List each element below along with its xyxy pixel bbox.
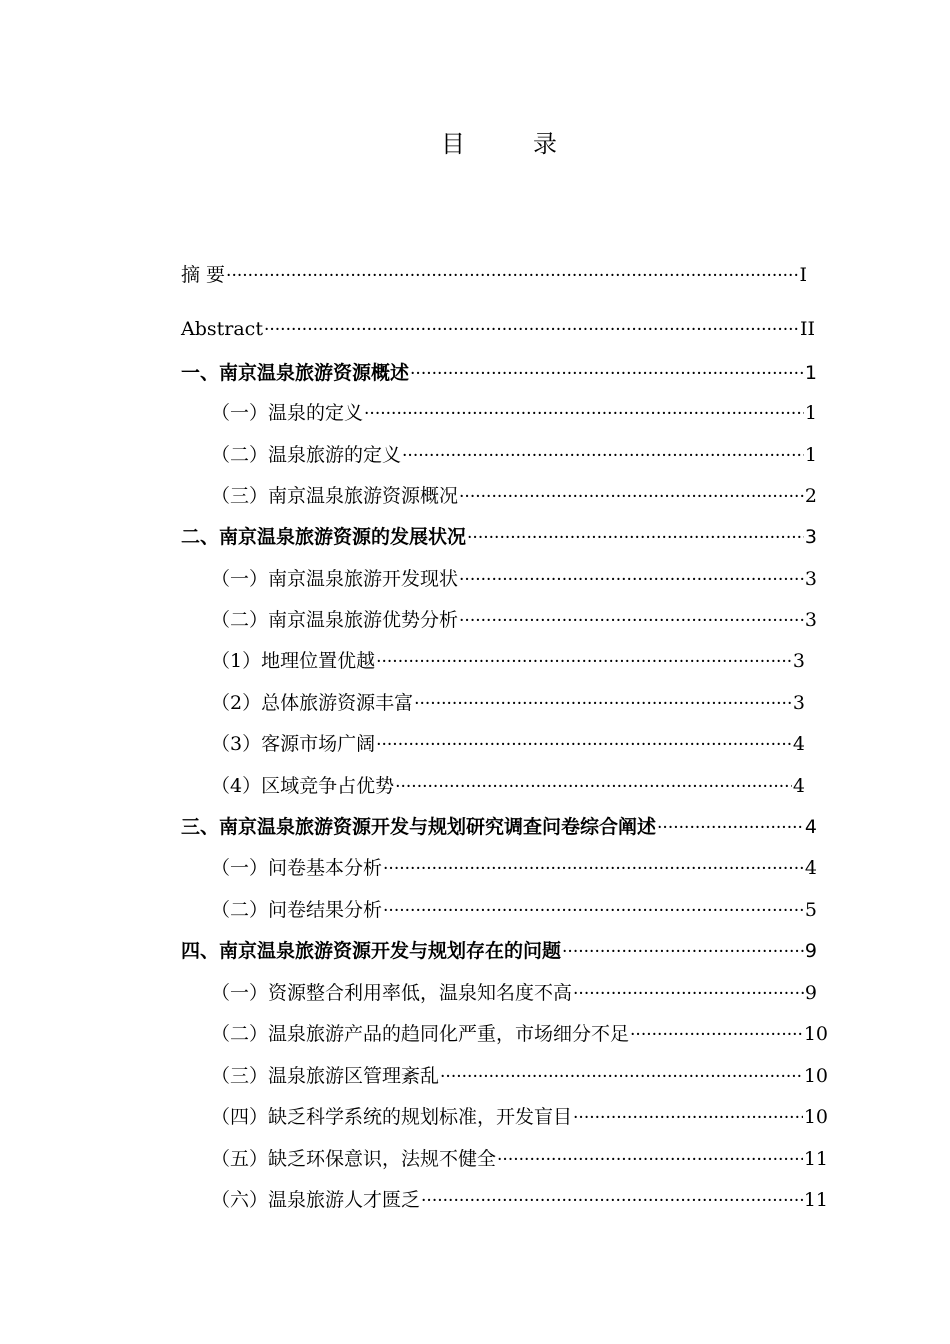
- dot-leader: [383, 896, 804, 926]
- toc-entry-label: （3）客源市场广阔: [211, 733, 376, 755]
- dot-leader: [376, 647, 792, 677]
- dot-leader: [414, 689, 792, 719]
- dot-leader: [226, 261, 798, 291]
- dot-leader: [410, 359, 804, 389]
- toc-entry-label: （一）南京温泉旅游开发现状: [211, 568, 459, 590]
- toc-entry-label: 二、南京温泉旅游资源的发展状况: [181, 526, 467, 548]
- toc-entry-label: 摘 要: [181, 264, 226, 286]
- toc-entry-section-1-3[interactable]: [211, 481, 817, 511]
- dot-leader: [364, 399, 804, 429]
- toc-entry-label: 一、南京温泉旅游资源概述: [181, 362, 410, 384]
- toc-entry-section-4-3[interactable]: [211, 1061, 828, 1091]
- dot-leader: [459, 565, 804, 595]
- toc-page-number: 9: [804, 982, 817, 1004]
- toc-entry-chapter-1[interactable]: [181, 358, 817, 388]
- toc-entry-section-4-4[interactable]: [211, 1102, 828, 1132]
- toc-page-number: 4: [804, 816, 817, 838]
- toc-entry-item-2-2-3[interactable]: [211, 729, 805, 759]
- toc-entry-label: （四）缺乏科学系统的规划标准，开发盲目: [211, 1106, 573, 1128]
- page-title: 目 录: [441, 130, 579, 158]
- toc-entry-label: 四、南京温泉旅游资源开发与规划存在的问题: [181, 940, 562, 962]
- dot-leader: [459, 606, 804, 636]
- dot-leader: [573, 979, 804, 1009]
- toc-entry-label: （一）问卷基本分析: [211, 857, 383, 879]
- dot-leader: [562, 937, 804, 967]
- toc-entry-section-4-1[interactable]: [211, 978, 817, 1008]
- toc-page-number: 4: [792, 775, 805, 797]
- toc-entry-label: （三）温泉旅游区管理紊乱: [211, 1065, 440, 1087]
- dot-leader: [497, 1145, 803, 1175]
- toc-entry-abstract-cn[interactable]: [181, 260, 807, 290]
- toc-entry-section-1-2[interactable]: [211, 440, 817, 470]
- toc-entry-label: （二）南京温泉旅游优势分析: [211, 609, 459, 631]
- toc-page-number: 2: [804, 485, 817, 507]
- dot-leader: [395, 772, 792, 802]
- dot-leader: [440, 1062, 803, 1092]
- toc-entry-chapter-4[interactable]: [181, 936, 817, 966]
- toc-entry-item-2-2-1[interactable]: [211, 646, 805, 676]
- dot-leader: [657, 813, 804, 843]
- toc-page-number: 10: [803, 1106, 828, 1128]
- toc-entry-section-4-2[interactable]: [211, 1019, 828, 1049]
- toc-entry-section-2-2[interactable]: [211, 605, 817, 635]
- toc-page-number: 10: [803, 1023, 828, 1045]
- toc-entry-section-4-5[interactable]: [211, 1144, 828, 1174]
- toc-page-number: 3: [804, 526, 817, 548]
- dot-leader: [383, 854, 804, 884]
- dot-leader: [467, 523, 804, 553]
- toc-page-number: 3: [804, 568, 817, 590]
- toc-entry-label: （三）南京温泉旅游资源概况: [211, 485, 459, 507]
- toc-page-number: 4: [792, 733, 805, 755]
- dot-leader: [459, 482, 804, 512]
- toc-page-number: 1: [804, 444, 817, 466]
- toc-entry-section-4-6[interactable]: [211, 1185, 828, 1215]
- toc-entry-label: Abstract: [181, 318, 263, 340]
- dot-leader: [376, 730, 792, 760]
- toc-page-number: 10: [803, 1065, 828, 1087]
- toc-entry-chapter-3[interactable]: [181, 812, 817, 842]
- toc-page-number: 3: [792, 650, 805, 672]
- toc-page-number: 1: [804, 362, 817, 384]
- toc-entry-section-3-1[interactable]: [211, 853, 817, 883]
- toc-entry-label: 三、南京温泉旅游资源开发与规划研究调查问卷综合阐述: [181, 816, 657, 838]
- toc-entry-section-2-1[interactable]: [211, 564, 817, 594]
- toc-entry-section-3-2[interactable]: [211, 895, 817, 925]
- toc-entry-item-2-2-2[interactable]: [211, 688, 805, 718]
- toc-entry-label: （二）问卷结果分析: [211, 899, 383, 921]
- toc-entry-label: （二）温泉旅游的定义: [211, 444, 402, 466]
- dot-leader: [402, 441, 804, 471]
- dot-leader: [421, 1186, 803, 1216]
- toc-page-number: I: [799, 264, 807, 286]
- toc-entry-label: （2）总体旅游资源丰富: [211, 692, 414, 714]
- toc-entry-chapter-2[interactable]: [181, 522, 817, 552]
- toc-entry-label: （1）地理位置优越: [211, 650, 376, 672]
- toc-page-number: 3: [804, 609, 817, 631]
- toc-entry-label: （一）温泉的定义: [211, 402, 364, 424]
- dot-leader: [630, 1020, 803, 1050]
- dot-leader: [264, 315, 799, 345]
- toc-page-number: 5: [804, 899, 817, 921]
- toc-entry-label: （六）温泉旅游人才匮乏: [211, 1189, 421, 1211]
- toc-entry-label: （一）资源整合利用率低，温泉知名度不高: [211, 982, 573, 1004]
- toc-entry-section-1-1[interactable]: [211, 398, 817, 428]
- toc-page-number: 4: [804, 857, 817, 879]
- toc-entry-abstract-en[interactable]: [181, 314, 815, 344]
- toc-page-number: II: [799, 318, 815, 340]
- toc-entry-label: （五）缺乏环保意识，法规不健全: [211, 1148, 497, 1170]
- toc-entry-label: （二）温泉旅游产品的趋同化严重，市场细分不足: [211, 1023, 630, 1045]
- toc-page-number: 9: [804, 940, 817, 962]
- toc-entry-label: （4）区域竞争占优势: [211, 775, 395, 797]
- toc-page-number: 3: [792, 692, 805, 714]
- toc-page-number: 11: [803, 1148, 828, 1170]
- toc-page-number: 11: [803, 1189, 828, 1211]
- toc-entry-item-2-2-4[interactable]: [211, 771, 805, 801]
- toc-page-number: 1: [804, 402, 817, 424]
- dot-leader: [573, 1103, 803, 1133]
